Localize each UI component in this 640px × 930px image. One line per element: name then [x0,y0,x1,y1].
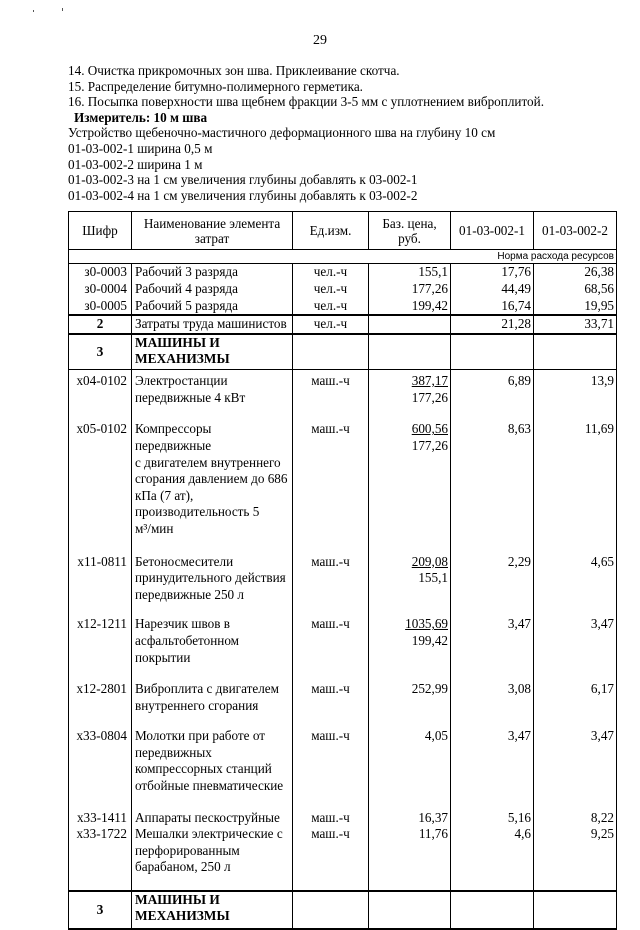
header-unit: Ед.изм. [293,212,369,250]
resource-price [369,826,451,891]
base-price: 11,76 [418,826,448,842]
empty-cell [293,334,369,370]
empty-cell [369,891,451,929]
resource-unit: маш.-ч [293,724,369,804]
resource-name-line: Виброплита с двигателем [135,681,279,697]
norm-value-2: 68,56 [534,281,617,298]
resource-unit: маш.-ч [293,826,369,891]
resource-price: 177,26 [369,281,451,298]
resource-code: х33-0804 [69,724,132,804]
resource-name-line: перфорированным [135,842,240,858]
base-price: 252,99 [411,681,448,697]
resource-name-line: передвижных [135,744,212,760]
resource-price [369,805,451,827]
step-14: 14. Очистка прикромочных зон шва. Приклеивание скотча. [68,63,400,78]
norm-value-1: 44,49 [451,281,534,298]
resource-name [132,370,293,417]
variant-1: 01-03-002-1 ширина 0,5 м [68,140,213,156]
resource-name-line: производительность 5 [135,504,260,520]
resource-name [132,724,293,804]
scan-artifact [62,8,63,11]
resource-name-line: кПа (7 ат), [135,487,194,503]
norm-value-2: 9,25 [534,826,617,891]
resource-unit: чел.-ч [293,264,369,281]
scan-artifact [33,10,34,12]
resource-name-line: асфальтобетонном [135,632,240,648]
empty-cell [369,334,451,370]
resource-unit: маш.-ч [293,805,369,827]
resource-name [132,676,293,724]
norm-value-2: 11,69 [534,416,617,547]
resource-name-line: компрессорных станций [135,761,272,777]
resource-name: Рабочий 3 разряда [132,264,293,281]
machine-row [69,548,617,614]
resource-price [369,613,451,676]
section-code: 3 [69,891,132,929]
header-col2: 01-03-002-2 [534,212,617,250]
resource-name-line: Бетоносмесители [135,553,234,569]
section-header-row [69,334,617,370]
norm-value-1: 4,6 [451,826,534,891]
work-description: Устройство щебеночно-мастичного деформационного шва на глубину 10 см [68,125,496,141]
resource-code: 2 [69,315,132,334]
resource-name: Рабочий 4 разряда [132,281,293,298]
resource-price [369,676,451,724]
step-15: 15. Распределение битумно-полимерного герметика. [68,78,363,94]
machine-row [69,805,617,827]
resource-name-line: Мешалки электрические с [135,826,283,842]
variant-2: 01-03-002-2 ширина 1 м [68,156,203,172]
resource-name [132,826,293,891]
norm-value-1: 2,29 [451,548,534,614]
machine-row [69,826,617,891]
machine-row [69,613,617,676]
machinist-rate: 177,26 [411,437,448,453]
resource-code: з0-0003 [69,264,132,281]
norm-label-row [69,250,617,264]
resource-name-line: Молотки при работе от [135,728,266,744]
section-title-line: МЕХАНИЗМЫ [135,351,230,367]
resource-code: х12-2801 [69,676,132,724]
norm-value-2: 26,38 [534,264,617,281]
norm-value-2: 19,95 [534,298,617,316]
section-title-line: МАШИНЫ И [135,335,220,351]
norm-value-1: 3,47 [451,724,534,804]
section-title-line: МЕХАНИЗМЫ [135,908,230,924]
resource-unit: маш.-ч [293,548,369,614]
base-price: 600,56 [411,421,448,437]
step-16: 16. Посыпка поверхности шва щебнем фракции 3-5 мм с уплотнением виброплитой. [68,94,545,110]
variant-3: 01-03-002-3 на 1 см увеличения глубины добавлять к 03-002-1 [68,172,418,188]
resource-name-line: Компрессоры передвижные [135,421,212,453]
variant-4: 01-03-002-4 на 1 см увеличения глубины добавлять к 03-002-2 [68,187,418,203]
resource-unit: чел.-ч [293,281,369,298]
norm-value-2: 3,47 [534,724,617,804]
resource-name [132,613,293,676]
resource-name: Рабочий 5 разряда [132,298,293,316]
section-code: 3 [69,334,132,370]
machinist-rate: 177,26 [411,389,448,405]
norm-value-2: 8,22 [534,805,617,827]
resource-unit: чел.-ч [293,298,369,316]
page-number: 29 [313,33,327,48]
section-title-line: МАШИНЫ И [135,892,220,908]
norm-value-1: 5,16 [451,805,534,827]
norm-value-1: 8,63 [451,416,534,547]
empty-cell [534,891,617,929]
header-col1: 01-03-002-1 [451,212,534,250]
machine-row [69,724,617,804]
resource-name-line: Электростанции [135,373,228,389]
resource-price [369,724,451,804]
resource-name-line: покрытии [135,649,191,665]
resource-price: 199,42 [369,298,451,316]
norm-value-2: 3,47 [534,613,617,676]
table-header-row [69,212,617,250]
base-price: 387,17 [411,373,448,389]
header-code: Шифр [69,212,132,250]
resource-name-line: Нарезчик швов в [135,616,230,632]
norm-value-1: 3,08 [451,676,534,724]
resource-name-line: барабаном, 250 л [135,859,231,875]
resource-price [369,548,451,614]
machine-row [69,416,617,547]
machine-row [69,370,617,417]
resource-price: 155,1 [369,264,451,281]
resource-price [369,416,451,547]
empty-cell [451,891,534,929]
resource-name [132,548,293,614]
section-title [132,334,293,370]
norm-value-1: 3,47 [451,613,534,676]
resource-code: х33-1411 [69,805,132,827]
resource-unit: маш.-ч [293,676,369,724]
resource-code: з0-0005 [69,298,132,316]
norm-value-1: 16,74 [451,298,534,316]
resource-code: х05-0102 [69,416,132,547]
norm-value-2: 13,9 [534,370,617,417]
resource-code: х04-0102 [69,370,132,417]
labor-row [69,298,617,316]
norm-value-1: 21,28 [451,315,534,334]
resource-name [132,805,293,827]
norm-label: Норма расхода ресурсов [69,250,617,264]
base-price: 16,37 [418,809,448,825]
header-price: Баз. цена, руб. [369,212,451,250]
norm-value-2: 6,17 [534,676,617,724]
resource-name-line: Аппараты пескоструйные [135,809,280,825]
resource-unit: маш.-ч [293,613,369,676]
resource-code: х11-0811 [69,548,132,614]
resource-unit: маш.-ч [293,416,369,547]
intro-block [68,63,544,203]
resource-unit: чел.-ч [293,315,369,334]
empty-cell [293,891,369,929]
section-title [132,891,293,929]
resource-name-line: с двигателем внутреннего [135,454,281,470]
header-name: Наименование элемента затрат [132,212,293,250]
machinist-labor-row [69,315,617,334]
base-price: 209,08 [411,553,448,569]
resource-code: з0-0004 [69,281,132,298]
resource-name-line: передвижные 250 л [135,586,245,602]
resource-name-line: передвижные 4 кВт [135,389,246,405]
resource-code: х33-1722 [69,826,132,891]
machinist-rate: 155,1 [418,570,448,586]
resource-price [369,315,451,334]
resource-name-line: принудительного действия [135,570,286,586]
norm-value-1: 6,89 [451,370,534,417]
machinist-rate: 199,42 [411,632,448,648]
resource-code: х12-1211 [69,613,132,676]
section-header-row [69,891,617,929]
resource-unit: маш.-ч [293,370,369,417]
norm-value-2: 33,71 [534,315,617,334]
labor-row [69,281,617,298]
resource-norms-table [68,211,617,930]
resource-name-line: внутреннего сгорания [135,697,259,713]
resource-name-line: м³/мин [135,520,174,536]
resource-name: Затраты труда машинистов [132,315,293,334]
empty-cell [451,334,534,370]
resource-name-line: отбойные пневматические [135,778,284,794]
resource-name-line: сгорания давлением до 686 [135,471,288,487]
machine-row [69,676,617,724]
base-price: 1035,69 [405,616,448,632]
meter-line: Измеритель: 10 м шва [74,109,208,125]
empty-cell [534,334,617,370]
norm-value-2: 4,65 [534,548,617,614]
resource-price [369,370,451,417]
norm-value-1: 17,76 [451,264,534,281]
resource-name [132,416,293,547]
labor-row [69,264,617,281]
base-price: 4,05 [424,728,448,744]
